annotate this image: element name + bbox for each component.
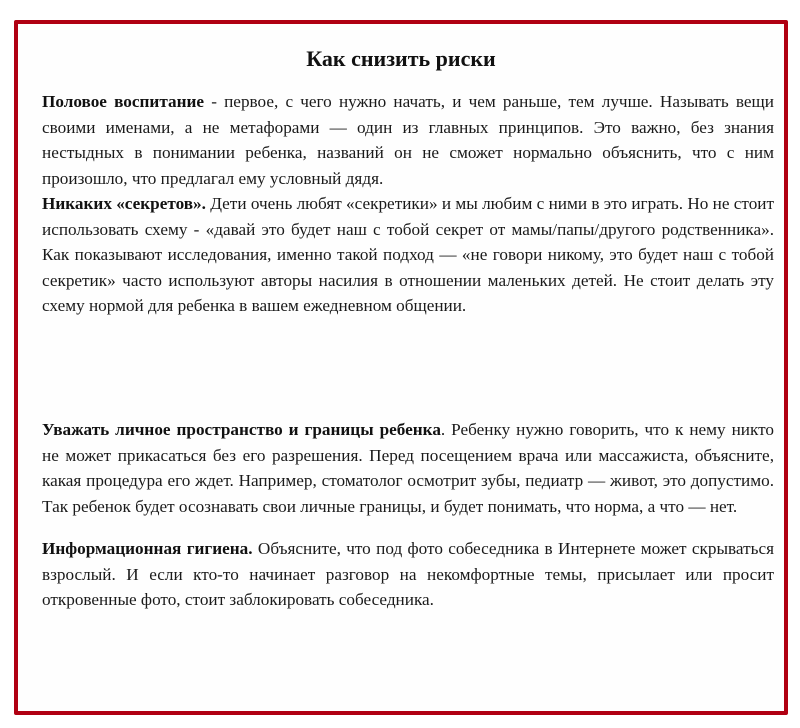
section-text: Дети очень любят «секретики» и мы любим с ними в это играть. Но не стоит использовать схему - «давай это будет наш с тобой секрет от мамы/папы/другого родственника». Как показывают исследования, именно такой подход — «не говори никому, это будет наш с тобой секретик» часто используют авторы насилия в отношении маленьких детей. Не стоит делать эту схему нормой для ребенка в вашем ежедневном общении. xyxy=(42,194,774,316)
document-title: Как снизить риски xyxy=(306,46,496,71)
section-text: Объясните, что под фото собеседника в Интернете может скрываться взрослый. И если кто-то начинает разговор на некомфортные темы, присылает или просит откровенные фото, стоит заблокировать собеседника. xyxy=(42,539,774,610)
section-heading: Уважать личное пространство и границы ребенка xyxy=(42,420,441,439)
document-frame xyxy=(14,20,788,715)
section-information-hygiene xyxy=(42,536,774,613)
section-heading: Никаких «секретов». xyxy=(42,194,206,213)
section-sex-education xyxy=(42,89,774,191)
section-text: . Ребенку нужно говорить, что к нему никто не может прикасаться без его разрешения. Перед посещением врача или массажиста, объясните, какая процедура его ждет. Например, стоматолог осмотрит зубы, педиатр — живот, это допустимо. Так ребенок будет осознавать свои личные границы, и будет понимать, что норма, а что — нет. xyxy=(42,420,774,516)
section-heading: Информационная гигиена. xyxy=(42,539,253,558)
section-heading: Половое воспитание xyxy=(42,92,204,111)
section-no-secrets xyxy=(42,191,774,319)
section-text: - первое, с чего нужно начать, и чем раньше, тем лучше. Называть вещи своими именами, а не метафорами — один из главных принципов. Это важно, без знания нестыдных в понимании ребенка, названий он не сможет нормально объяснить, что с ним произошло, что предлагал ему условный дядя. xyxy=(42,92,774,188)
section-personal-boundaries xyxy=(42,417,774,519)
